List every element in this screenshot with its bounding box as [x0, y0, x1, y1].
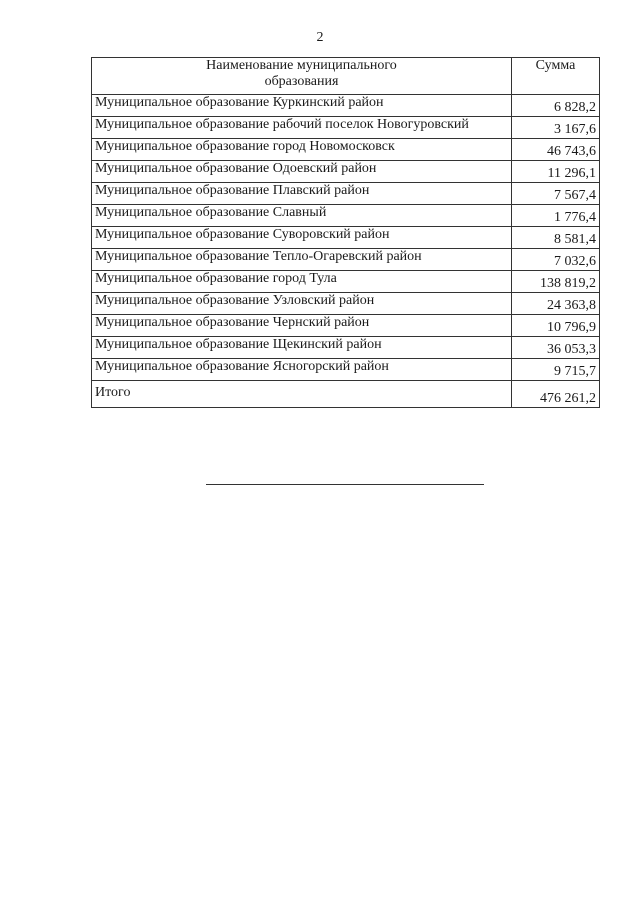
- total-sum: 476 261,2: [512, 381, 600, 408]
- column-header-name-line2: образования: [264, 74, 339, 89]
- row-name: Муниципальное образование Одоевский район: [92, 161, 512, 183]
- row-sum: 24 363,8: [512, 293, 600, 315]
- row-name: Муниципальное образование Тепло-Огаревский район: [92, 249, 512, 271]
- row-sum: 10 796,9: [512, 315, 600, 337]
- row-sum: 1 776,4: [512, 205, 600, 227]
- signature-separator-line: [206, 484, 484, 485]
- table-row: [92, 271, 600, 293]
- column-header-name-line1: Наименование муниципального: [206, 58, 397, 73]
- row-sum: 46 743,6: [512, 139, 600, 161]
- column-header-sum: Сумма: [512, 58, 600, 95]
- row-sum: 11 296,1: [512, 161, 600, 183]
- row-sum: 7 567,4: [512, 183, 600, 205]
- row-name: Муниципальное образование рабочий поселок Новогуровский: [92, 117, 512, 139]
- table-header-row: [92, 58, 600, 95]
- row-name: Муниципальное образование Узловский район: [92, 293, 512, 315]
- table-row: [92, 293, 600, 315]
- row-name: Муниципальное образование город Тула: [92, 271, 512, 293]
- table-body: [92, 95, 600, 381]
- row-name: Муниципальное образование Ясногорский район: [92, 359, 512, 381]
- table-row: [92, 359, 600, 381]
- table-row: [92, 95, 600, 117]
- table-row: [92, 315, 600, 337]
- table-row: [92, 139, 600, 161]
- row-name: Муниципальное образование Куркинский район: [92, 95, 512, 117]
- total-row: [92, 381, 600, 408]
- total-label: Итого: [92, 381, 512, 408]
- page-number: 2: [316, 30, 324, 45]
- row-name: Муниципальное образование Суворовский район: [92, 227, 512, 249]
- row-sum: 6 828,2: [512, 95, 600, 117]
- table-row: [92, 205, 600, 227]
- row-sum: 138 819,2: [512, 271, 600, 293]
- table-row: [92, 249, 600, 271]
- column-header-name: [92, 58, 512, 95]
- row-sum: 36 053,3: [512, 337, 600, 359]
- row-sum: 9 715,7: [512, 359, 600, 381]
- row-name: Муниципальное образование Щекинский район: [92, 337, 512, 359]
- table-row: [92, 183, 600, 205]
- table-row: [92, 227, 600, 249]
- row-name: Муниципальное образование Славный: [92, 205, 512, 227]
- table-row: [92, 161, 600, 183]
- allocation-table: [91, 57, 600, 408]
- row-sum: 7 032,6: [512, 249, 600, 271]
- row-name: Муниципальное образование Плавский район: [92, 183, 512, 205]
- row-name: Муниципальное образование Чернский район: [92, 315, 512, 337]
- row-sum: 3 167,6: [512, 117, 600, 139]
- row-sum: 8 581,4: [512, 227, 600, 249]
- row-name: Муниципальное образование город Новомосковск: [92, 139, 512, 161]
- table-row: [92, 337, 600, 359]
- table-row: [92, 117, 600, 139]
